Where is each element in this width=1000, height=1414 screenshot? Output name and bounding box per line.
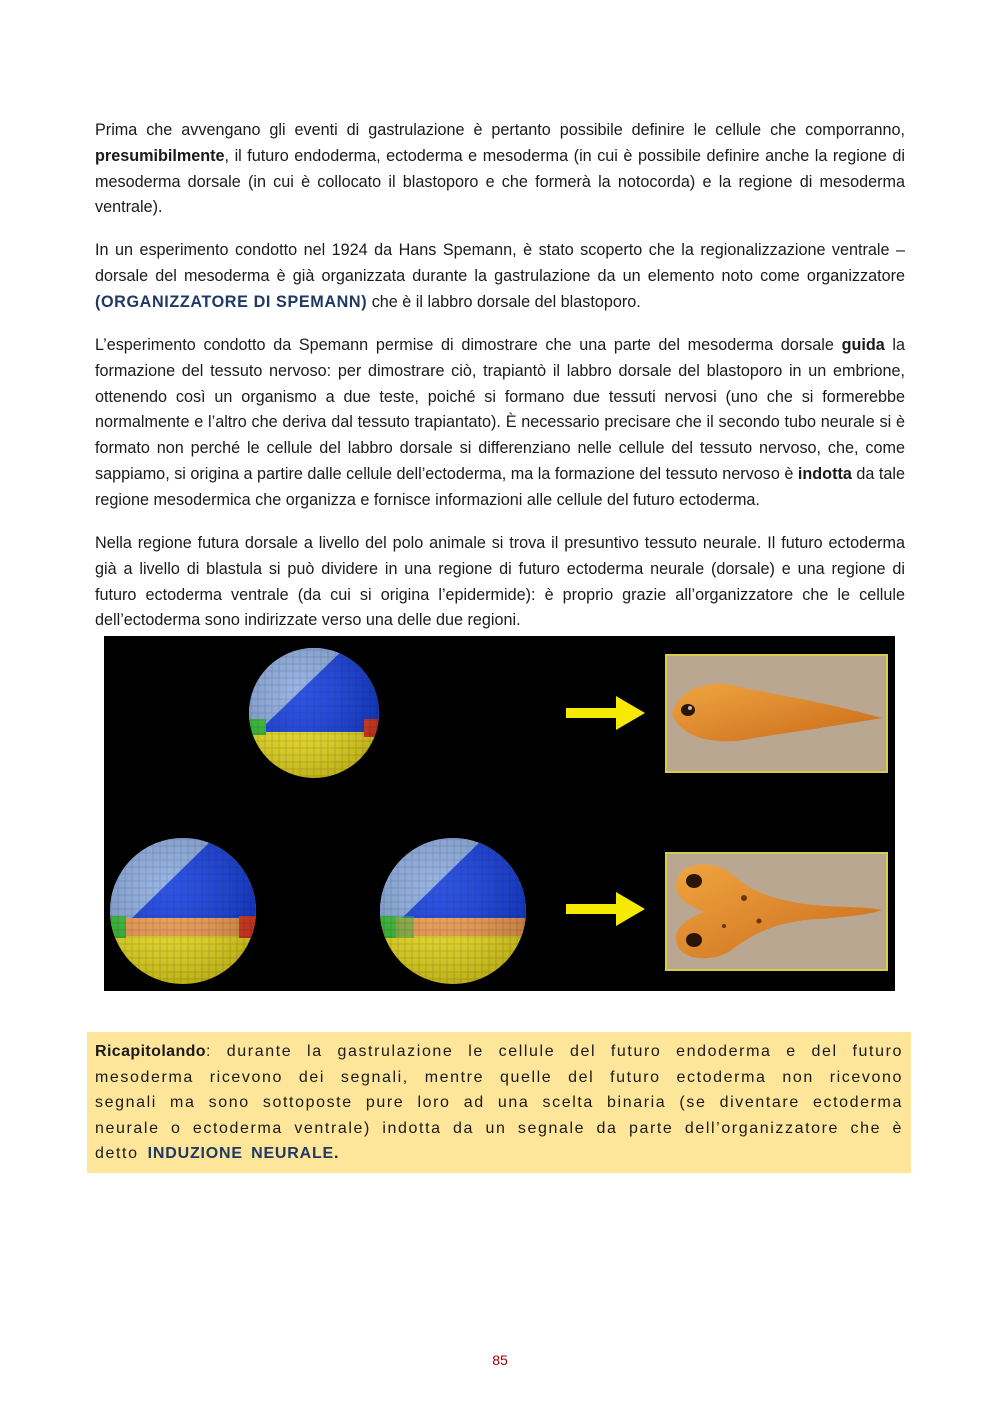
tadpole-two-heads-photo: [666, 853, 887, 970]
arrow-right-icon: [566, 696, 645, 730]
page-number: 85: [492, 1352, 508, 1368]
paragraph-text: L’esperimento condotto da Spemann permise di dimostrare che una parte del mesoderma dorsale: [95, 336, 842, 354]
paragraph-text: Prima che avvengano gli eventi di gastrulazione è pertanto possibile definire le cellule che comporranno,: [95, 121, 905, 139]
paragraph-text: In un esperimento condotto nel 1924 da Hans Spemann, è stato scoperto che la regionalizzazione ventrale – dorsale del mesoderma è già organizzata durante la gastrulazione da un elemento noto come organizzatore: [95, 241, 905, 285]
embryo-sphere-left: [104, 836, 264, 986]
normal-embryo-sphere: [244, 644, 384, 784]
paragraph-text: che è il labbro dorsale del blastoporo.: [367, 292, 641, 311]
paragraph-text: , il futuro endoderma, ectoderma e mesoderma (in cui è possibile definire anche la regione di mesoderma dorsale (in cui è collocato il blastoporo e che formerà la notocorda) e la regione di mesoderma ventrale).: [95, 146, 905, 217]
paragraph-text: la formazione del tessuto nervoso: per dimostrare ciò, trapiantò il labbro dorsale del blastoporo in un embrione, ottenendo così un organismo a due teste, poiché si formano due tessuti nervosi (uno che si formerebbe normalmente e l’altro che deriva dal tessuto trapiantato). È necessario precisare che il secondo tubo neurale si è formato non perché le cellule del labbro dorsale si differenziano nelle cellule del tessuto nervoso, che, come sappiamo, si origina a partire dalle cellule dell’ectoderma, ma la formazione del tessuto nervoso è: [95, 336, 905, 483]
summary-body: : durante la gastrulazione le cellule del futuro endoderma e del futuro mesoderma ricevono dei segnali, mentre quelle del futuro ectoderma non ricevono segnali ma sono sottoposte pure loro ad una scelta binaria (se diventare ectoderma neurale o ectoderma ventrale) indotta da un segnale da parte dell’organizzatore che è detto: [95, 1043, 903, 1163]
bold-term: presumibilmente: [95, 146, 225, 165]
tadpole-normal-photo: [666, 655, 887, 772]
summary-lead: Ricapitolando: [95, 1043, 206, 1060]
paragraph-text: Nella regione futura dorsale a livello del polo animale si trova il presuntivo tessuto neurale. Il futuro ectoderma già a livello di blastula si può dividere in una regione di futuro ectoderma neurale (dorsale) e una regione di futuro ectoderma ventrale (da cui si origina l’epidermide): è proprio grazie all’organizzatore che le cellule dell’ectoderma sono indirizzate verso una delle due regioni.: [95, 534, 905, 630]
arrow-right-icon: [566, 892, 645, 926]
summary-text: [95, 1039, 903, 1167]
highlight-term: INDUZIONE NEURALE: [147, 1145, 335, 1163]
paragraph-4: [95, 531, 905, 634]
bold-term: indotta: [797, 464, 852, 483]
paragraph-3: [95, 333, 905, 514]
paragraph-1: [95, 118, 905, 221]
spemann-experiment-figure: [104, 636, 895, 991]
paragraph-2: [95, 238, 905, 315]
embryo-sphere-right: [374, 836, 534, 986]
summary-end: .: [334, 1145, 341, 1163]
figure-illustration: [104, 636, 895, 991]
paragraph-text: da tale regione mesodermica che organizza e fornisce informazioni alle cellule del futuro ectoderma.: [95, 464, 905, 509]
bold-term: guida: [841, 336, 885, 354]
highlight-term: (ORGANIZZATORE DI SPEMANN): [95, 292, 368, 311]
summary-box: [87, 1032, 911, 1173]
